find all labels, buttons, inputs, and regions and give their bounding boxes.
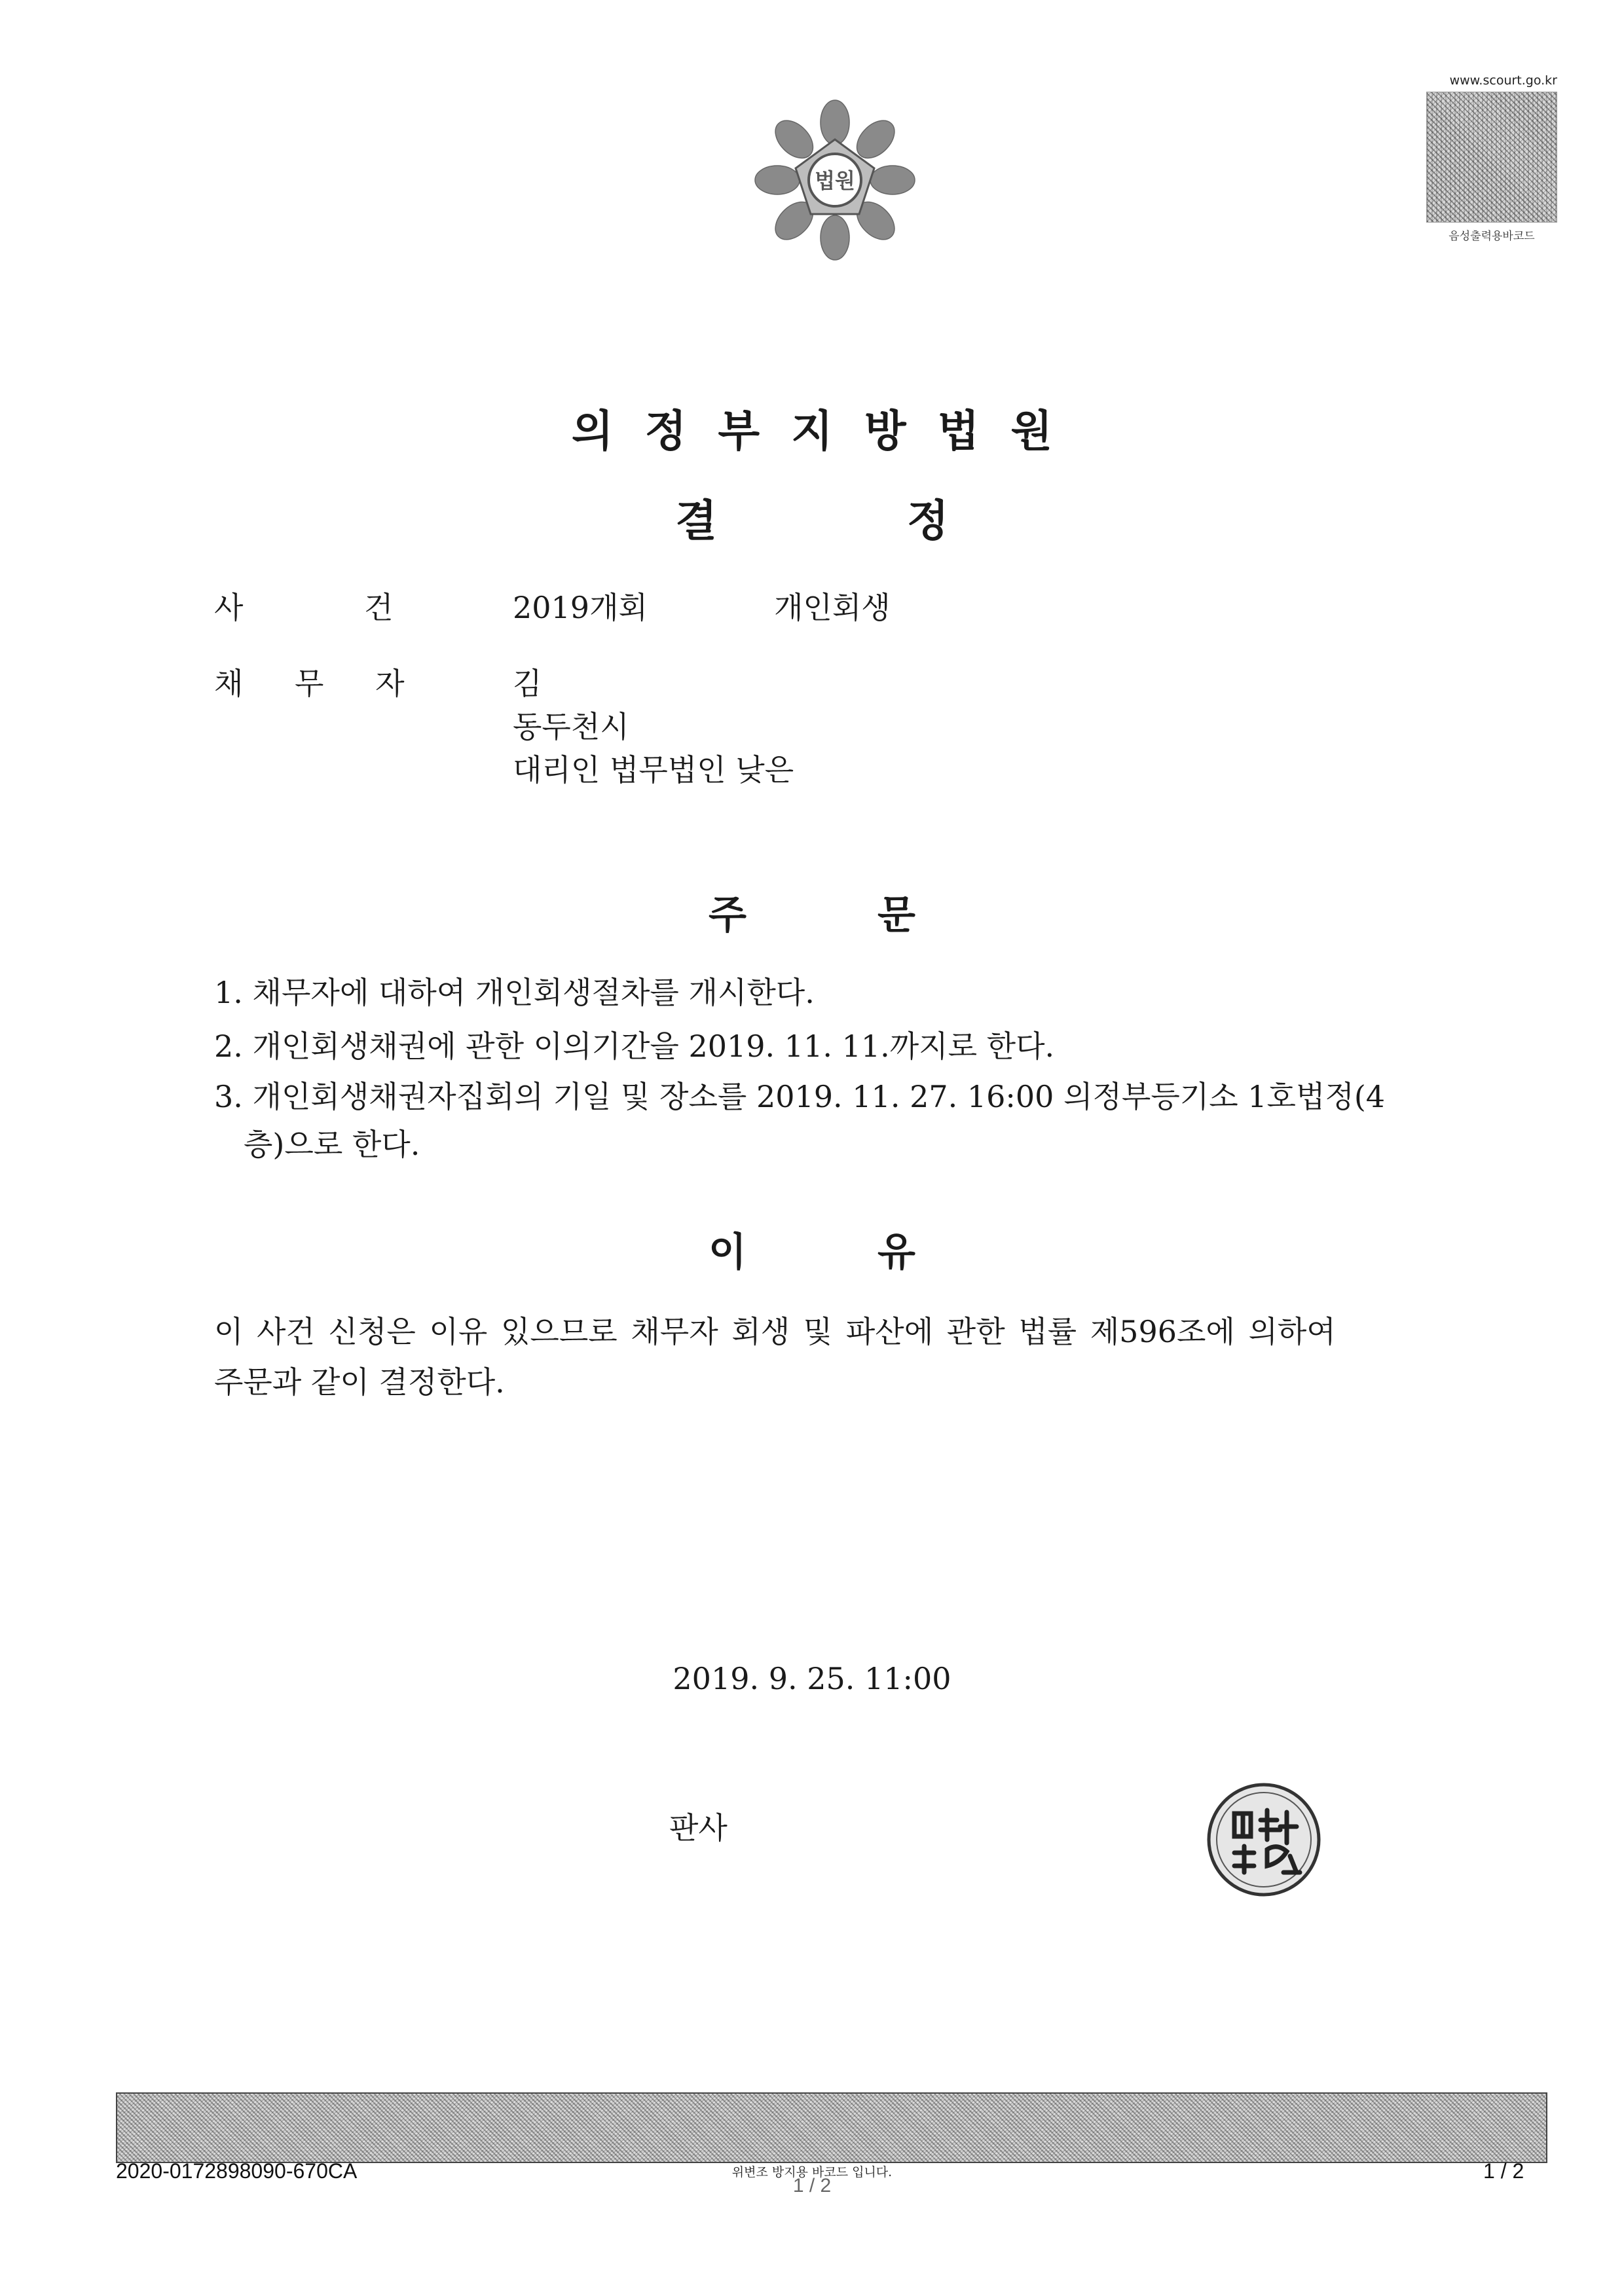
court-url: www.scourt.go.kr — [1449, 73, 1557, 88]
voice-barcode-block — [1426, 73, 1557, 243]
document-id: 2020-0172898090-670CA — [116, 2159, 358, 2183]
debtor-representative: 대리인 법무법인 낮은 — [513, 752, 794, 788]
emblem-text: 법원 — [815, 168, 855, 193]
anti-forgery-barcode — [116, 2092, 1547, 2163]
debtor-address: 동두천시 — [513, 709, 629, 744]
judge-seal-icon — [1205, 1781, 1323, 1899]
document-title: 결정 — [675, 496, 1139, 546]
barcode-note: 위변조 방지용 바코드 입니다. — [731, 2165, 893, 2179]
voice-output-qr-code — [1426, 92, 1557, 223]
debtor-label: 채 무 자 — [214, 666, 405, 701]
order-item-continuation: 층)으로 한다. — [244, 1127, 420, 1162]
reason-heading: 이유 — [709, 1230, 1046, 1275]
order-item: 2. 개인회생채권에 관한 이의기간을 2019. 11. 11.까지로 한다. — [214, 1029, 1055, 1064]
page-number: 1 / 2 — [1483, 2159, 1524, 2183]
order-heading: 주문 — [709, 892, 1046, 938]
qr-caption: 음성출력용바코드 — [1449, 230, 1535, 243]
page-number-center: 1 / 2 — [792, 2175, 832, 2196]
order-item: 1. 채무자에 대하여 개인회생절차를 개시한다. — [214, 975, 815, 1010]
case-type: 개인회생 — [774, 590, 891, 625]
reason-text: 이 사건 신청은 이유 있으므로 채무자 회생 및 파산에 관한 법률 제596조에 의하여 — [214, 1314, 1336, 1349]
decision-date: 2019. 9. 25. 11:00 — [673, 1661, 951, 1696]
court-name: 의정부지방법원 — [571, 406, 1084, 456]
case-label: 사 건 — [214, 590, 394, 625]
reason-text: 주문과 같이 결정한다. — [214, 1364, 505, 1400]
case-number: 2019개회 — [513, 590, 648, 625]
debtor-name: 김 — [513, 666, 542, 701]
court-emblem-icon — [750, 95, 920, 265]
judge-label: 판사 — [669, 1810, 728, 1846]
order-item: 3. 개인회생채권자집회의 기일 및 장소를 2019. 11. 27. 16:00 의정부등기소 1호법정(4 — [214, 1079, 1386, 1114]
